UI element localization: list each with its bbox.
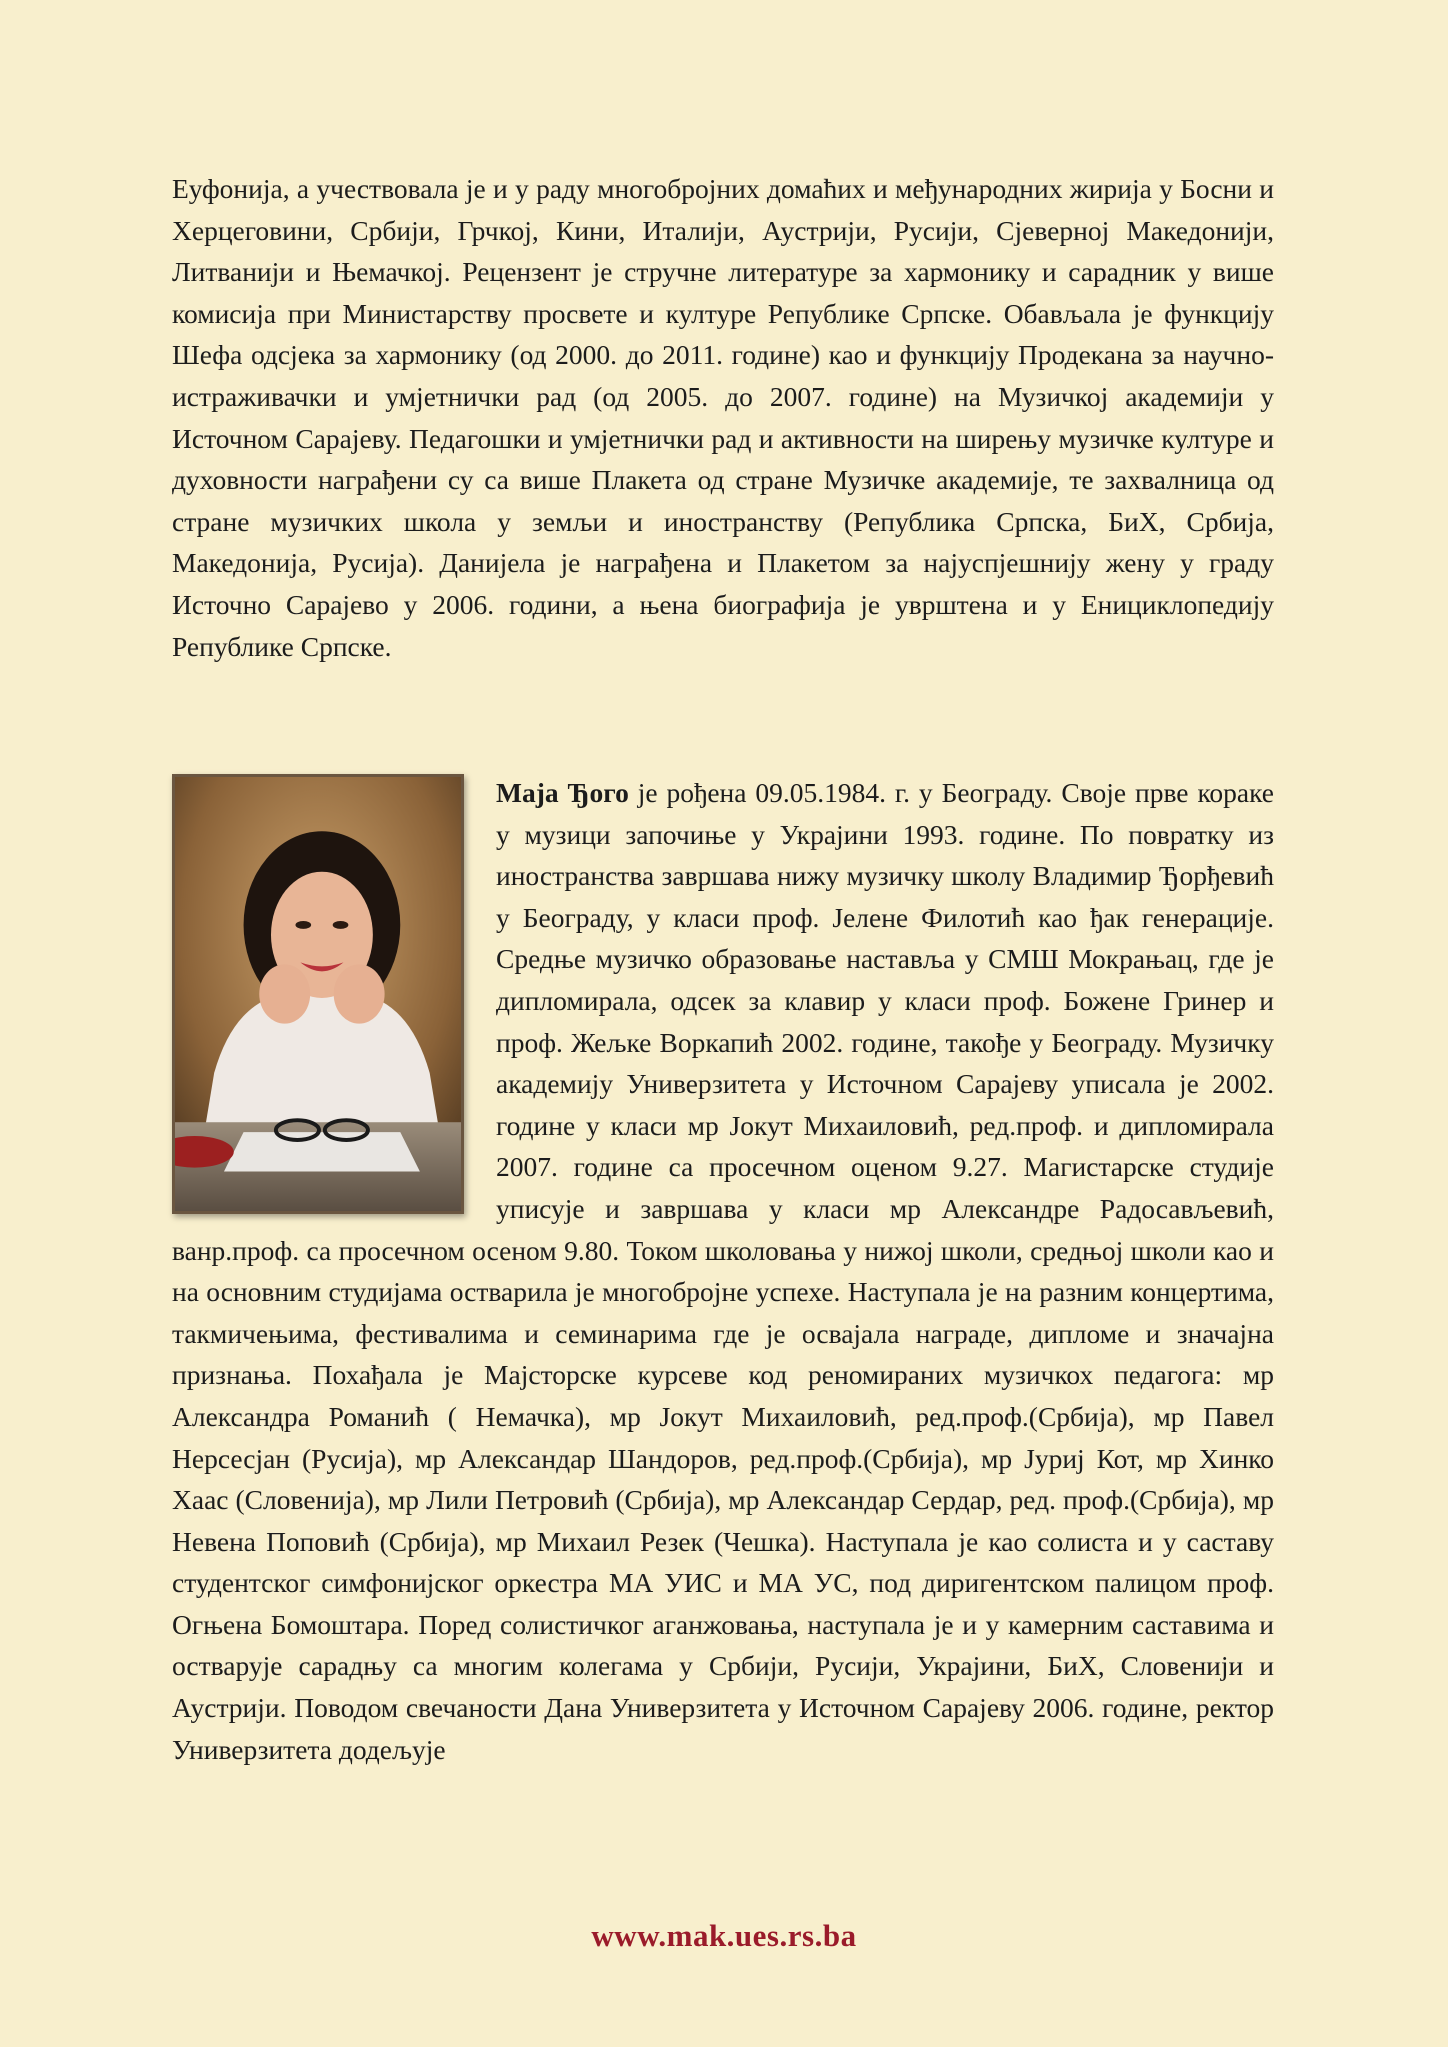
biography-paragraph-2 (172, 772, 1274, 1770)
footer-website-url[interactable]: www.mak.ues.rs.ba (591, 1918, 857, 1953)
portrait-photo (172, 774, 464, 1214)
person-name: Маја Ђого (496, 777, 629, 808)
portrait-photo-image (175, 777, 461, 1211)
biography-paragraph-1: Еуфонија, а учествовала је и у раду многобројних домаћих и међународних жирија у Босни и Херцеговини, Србији, Грчкој, Кини, Италији, Аустрији, Русији, Сјеверној Македонији, Литванији и Њемачкој. Рецензент је стручне литературе за хармонику и сарадник у више комисија при Министарству просвете и културе Републике Српске. Обављала је функцију Шефа одсјека за хармонику (од 2000. до 2011. године) као и функцију Продекана за научно-истраживачки и умјетнички рад (од 2005. до 2007. године) на Музичкој академији у Источном Сарајеву. Педагошки и умјетнички рад и активности на ширењу музичке културе и духовности награђени су са више Плакета од стране Музичке академије, те захвалница од стране музичких школа у земљи и иностранству (Република Српска, БиХ, Србија, Македонија, Русија). Данијела је награђена и Плакетом за најуспјешнију жену у граду Источно Сарајево у 2006. години, а њена биографија је уврштена и у Енициклопедију Републике Српске. (172, 173, 1274, 662)
biography-text: је рођена 09.05.1984. г. у Београду. Своје прве кораке у музици започиње у Украјини 1993. године. По повратку из иностранства завршава нижу музичку школу Владимир Ђорђевић у Београду, у класи проф. Јелене Филотић као ђак генерације. Средње музичко образовање наставља у СМШ Мокрањац, где је дипломирала, одсек за клавир у класи проф. Божене Гринер и проф. Жељке Воркапић 2002. године, такође у Београду. Музичку академију Универзитета у Источном Сарајеву уписала је 2002. године у класи мр Јокут Михаиловић, ред.проф. и дипломирала 2007. године са просечном оценом 9.27. Магистарске студије уписује и завршава у класи мр Александре Радосављевић, ванр.проф. са просечном осеном 9.80. Током школовања у нижој школи, средњој школи као и на основним студијама остварила је многобројне успехе. Наступала је на разним концертима, такмичењима, фестивалима и семинарима где је освајала награде, дипломе и значајна признања. Похађала је Мајсторске курсеве код реномираних музичкох педагога: мр Александра Романић ( Немачка), мр Јокут Михаиловић, ред.проф.(Србија), мр Павел Нерсесјан (Русија), мр Александар Шандоров, ред.проф.(Србија), мр Јуриј Кот, мр Хинко Хаас (Словенија), мр Лили Петровић (Србија), мр Александар Сердар, ред. проф.(Србија), мр Невена Поповић (Србија), мр Михаил Резек (Чешка). Наступала је као солиста и у саставу студентског симфонијског оркестра МА УИС и МА УС, под диригентском палицом проф. Огњена Бомоштара. Поред солистичког аганжовања, наступала је и у камерним саставима и остварује сарадњу са многим колегама у Србији, Русији, Украјини, БиХ, Словенији и Аустрији. Поводом свечаности Дана Универзитета у Источном Сарајеву 2006. године, ректор Универзитета додељује (172, 777, 1274, 1765)
